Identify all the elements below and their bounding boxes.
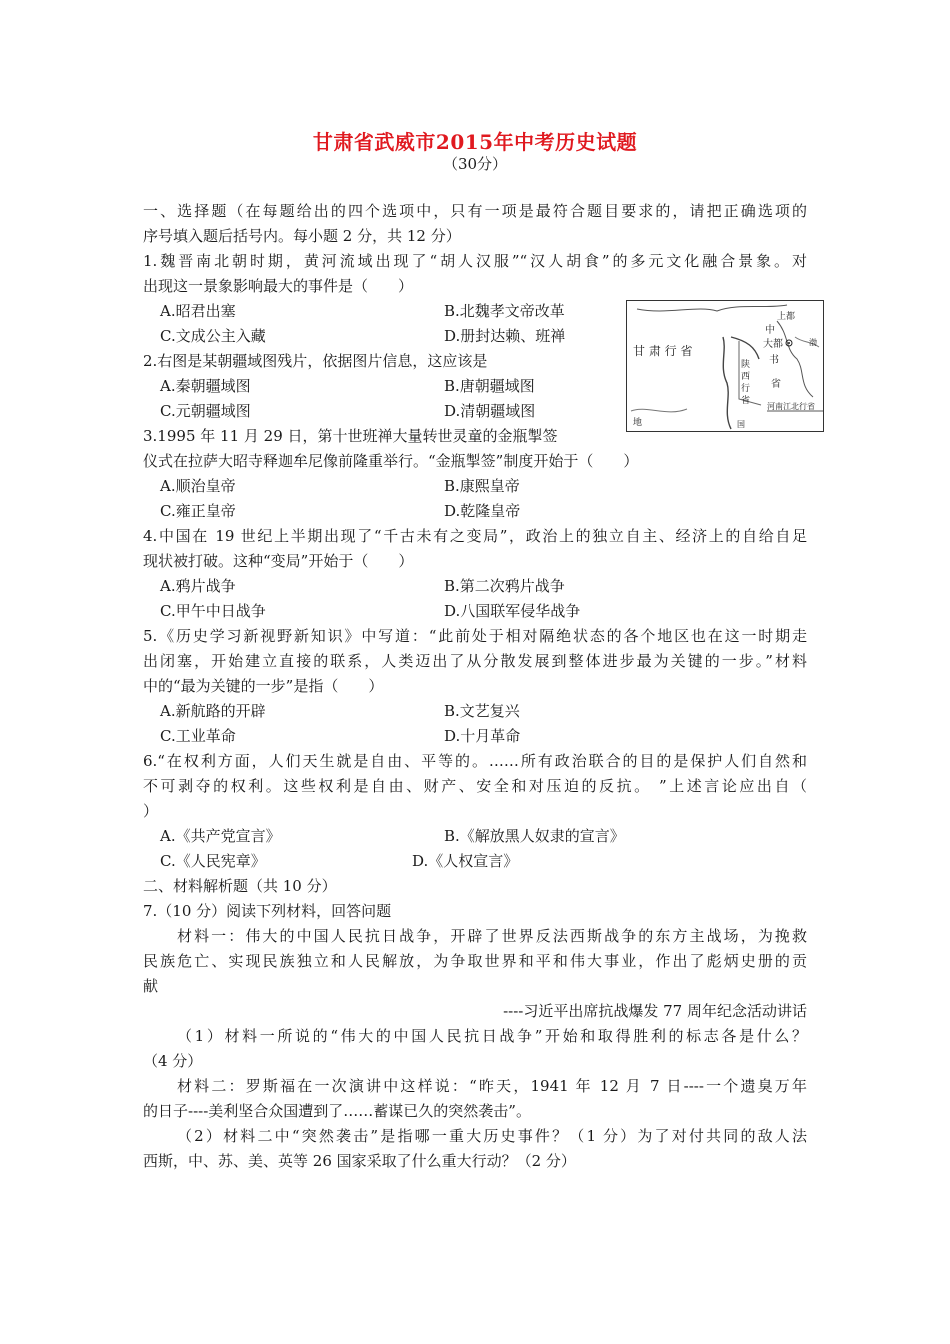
map-label-henan: 河南江北行省 <box>767 402 815 411</box>
map-label-di: 地 <box>633 418 643 428</box>
q5-option-b: B.文艺复兴 <box>444 702 520 720</box>
material2-line2: 的日子----美利坚合众国遭到了……蓄谋已久的突然袭击”。 <box>143 1102 531 1120</box>
total-score: （30分） <box>442 155 508 173</box>
q4-stem-line1: 4.中国在 19 世纪上半期出现了“千古未有之变局”，政治上的独立自主、经济上的自给自足 <box>143 527 807 545</box>
q6-option-b: B.《解放黑人奴隶的宣言》 <box>444 827 625 845</box>
material1-line2: 民族危亡、实现民族独立和人民解放，为争取世界和平和伟大事业，作出了彪炳史册的贡 <box>143 952 807 970</box>
q7-stem: 7.（10 分）阅读下列材料，回答问题 <box>143 902 392 920</box>
map-label-shaanxi-2: 西 <box>741 372 751 382</box>
q2-option-a: A.秦朝疆域图 <box>160 377 251 395</box>
q5-stem-line2: 出闭塞，开始建立直接的联系，人类迈出了从分散发展到整体进步最为关键的一步。”材料 <box>143 652 807 670</box>
map-label-shu: 书 <box>769 355 779 366</box>
q1-stem-line2: 出现这一景象影响最大的事件是（ ） <box>143 277 414 295</box>
q1-option-a: A.昭君出塞 <box>160 302 236 320</box>
material2-line1: 材料二：罗斯福在一次演讲中这样说：“昨天，1941 年 12 月 7 日----一个遗臭万年 <box>177 1077 807 1095</box>
section1-heading-line2: 序号填入题后括号内。每小题 2 分，共 12 分） <box>143 227 461 245</box>
q3-option-d: D.乾隆皇帝 <box>444 502 521 520</box>
q4-option-c: C.甲午中日战争 <box>160 602 266 620</box>
subquestion1-line1: （1）材料一所说的“伟大的中国人民抗日战争”开始和取得胜利的标志各是什么？ <box>177 1027 807 1045</box>
page-title: 甘肃省武威市2015年中考历史试题 <box>312 130 638 154</box>
map-label-zhong: 中 <box>765 325 775 336</box>
q3-stem-line2: 仪式在拉萨大昭寺释迦牟尼像前隆重举行。“金瓶掣签”制度开始于（ ） <box>143 452 639 470</box>
q1-stem-line1: 1.魏晋南北朝时期，黄河流域出现了“胡人汉服”“汉人胡食”的多元文化融合景象。对 <box>143 252 807 270</box>
map-label-shaanxi-4: 省 <box>741 396 751 406</box>
q5-option-c: C.工业革命 <box>160 727 236 745</box>
subquestion1-line2: （4 分） <box>143 1052 203 1070</box>
subquestion2-line1: （2）材料二中“突然袭击”是指哪一重大历史事件？（1 分）为了对付共同的敌人法 <box>177 1127 807 1145</box>
q6-stem-line1: 6.“在权利方面，人们天生就是自由、平等的。……所有政治联合的目的是保护人们自然和 <box>143 752 807 770</box>
section1-heading-line1: 一、选择题（在每题给出的四个选项中，只有一项是最符合题目要求的，请把正确选项的 <box>143 202 807 220</box>
subquestion2-line2: 西斯，中、苏、美、英等 26 国家采取了什么重大行动？（2 分） <box>143 1152 576 1170</box>
material1-source: ----习近平出席抗战爆发 77 周年纪念活动讲话 <box>503 1002 807 1020</box>
q1-option-d: D.册封达赖、班禅 <box>444 327 566 345</box>
q6-stem-line3: ） <box>143 802 159 820</box>
q2-option-c: C.元朝疆域图 <box>160 402 251 420</box>
material1-line1: 材料一：伟大的中国人民抗日战争，开辟了世界反法西斯战争的东方主战场，为挽救 <box>177 927 807 945</box>
q5-stem-line1: 5.《历史学习新视野新知识》中写道：“此前处于相对隔绝状态的各个地区也在这一时期走 <box>143 627 807 645</box>
q2-stem-line1: 2.右图是某朝疆域图残片，依据图片信息，这应该是 <box>143 352 488 370</box>
q3-option-a: A.顺治皇帝 <box>160 477 236 495</box>
q5-option-d: D.十月革命 <box>444 727 521 745</box>
territory-map-figure <box>626 300 824 432</box>
material1-line3: 献 <box>143 977 159 995</box>
q5-option-a: A.新航路的开辟 <box>160 702 266 720</box>
q1-option-b: B.北魏孝文帝改革 <box>444 302 565 320</box>
map-label-sheng: 省 <box>771 379 781 390</box>
map-label-shaanxi-1: 陕 <box>741 360 751 370</box>
q4-option-d: D.八国联军侵华战争 <box>444 602 581 620</box>
q6-option-a: A.《共产党宣言》 <box>160 827 281 845</box>
q5-stem-line3: 中的“最为关键的一步”是指（ ） <box>143 677 384 695</box>
q2-option-b: B.唐朝疆域图 <box>444 377 535 395</box>
q6-option-d: D.《人权宣言》 <box>412 852 519 870</box>
map-label-bo: 渤 <box>809 338 817 347</box>
map-label-shaanxi-3: 行 <box>741 384 751 394</box>
map-label-shangdu: 上都 <box>777 312 796 322</box>
section2-heading: 二、材料解析题（共 10 分） <box>143 877 337 895</box>
q4-option-a: A.鸦片战争 <box>160 577 236 595</box>
map-label-gansu: 甘 肃 行 省 <box>633 344 693 358</box>
map-drawing <box>627 301 823 431</box>
q6-stem-line2: 不可剥夺的权利。这些权利是自由、财产、安全和对压迫的反抗。 ”上述言论应出自（ <box>143 777 807 795</box>
q3-option-b: B.康熙皇帝 <box>444 477 520 495</box>
q2-option-d: D.清朝疆域图 <box>444 402 536 420</box>
q4-option-b: B.第二次鸦片战争 <box>444 577 565 595</box>
q4-stem-line2: 现状被打破。这种“变局”开始于（ ） <box>143 552 414 570</box>
map-label-dadu: 大都 <box>763 339 783 350</box>
q3-option-c: C.雍正皇帝 <box>160 502 236 520</box>
q3-stem-line1: 3.1995 年 11 月 29 日，第十世班禅大量转世灵童的金瓶掣签 <box>143 427 558 445</box>
q6-option-c: C.《人民宪章》 <box>160 852 266 870</box>
map-label-guo: 国 <box>737 420 745 429</box>
q1-option-c: C.文成公主入藏 <box>160 327 266 345</box>
